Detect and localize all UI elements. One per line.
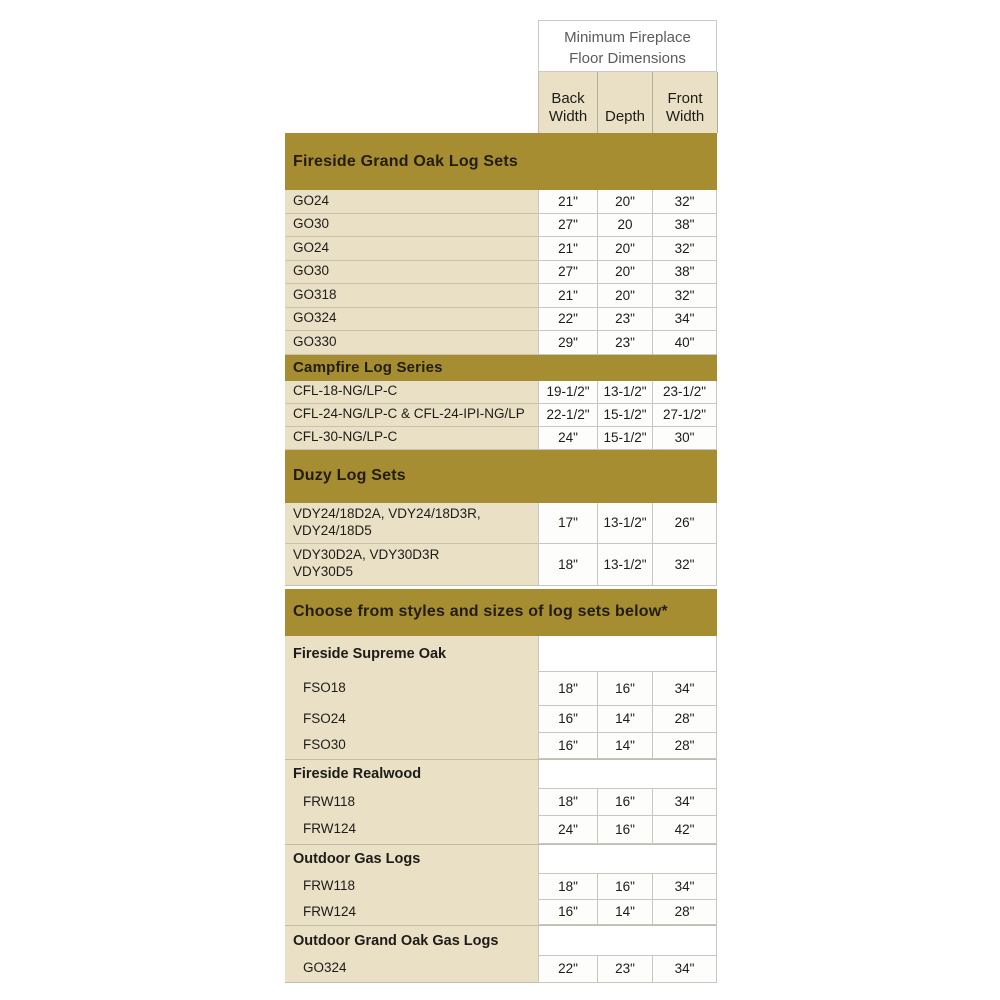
depth-value: 23" bbox=[597, 956, 652, 983]
depth-value: 13-1/2" bbox=[597, 544, 652, 586]
front-width-value: 40" bbox=[652, 331, 717, 355]
front-width-value: 30" bbox=[652, 427, 717, 450]
depth-value: 16" bbox=[597, 672, 652, 706]
back-width-value: 24" bbox=[538, 427, 597, 450]
section-band-duzy: Duzy Log Sets bbox=[285, 450, 717, 503]
back-width-value: 29" bbox=[538, 331, 597, 355]
table-row bbox=[285, 544, 717, 586]
front-width-value: 34" bbox=[652, 789, 717, 816]
table-row bbox=[285, 237, 717, 261]
back-width-value: 22" bbox=[538, 308, 597, 332]
back-width-value: 22" bbox=[538, 956, 597, 983]
back-width-value: 21" bbox=[538, 284, 597, 308]
table-row bbox=[285, 874, 717, 900]
model-label: GO324 bbox=[285, 308, 538, 332]
table-row bbox=[285, 956, 717, 983]
model-label: GO30 bbox=[285, 261, 538, 285]
depth-value: 14" bbox=[597, 706, 652, 733]
depth-value: 14" bbox=[597, 900, 652, 925]
front-width-value: 38" bbox=[652, 261, 717, 285]
depth-value: 23" bbox=[597, 331, 652, 355]
model-label bbox=[285, 544, 538, 586]
table-row bbox=[285, 381, 717, 404]
subsection-title: Fireside Realwood bbox=[285, 760, 538, 789]
front-width-value: 32" bbox=[652, 237, 717, 261]
model-label-line2: VDY24/18D5 bbox=[293, 522, 372, 538]
depth-value: 20 bbox=[597, 214, 652, 238]
model-label: CFL-30-NG/LP-C bbox=[285, 427, 538, 450]
back-width-value: 18" bbox=[538, 874, 597, 900]
subsection-header-blank bbox=[538, 926, 717, 956]
back-width-value: 27" bbox=[538, 214, 597, 238]
model-label: GO24 bbox=[285, 237, 538, 261]
table-row bbox=[285, 261, 717, 285]
model-label: FSO18 bbox=[285, 672, 538, 706]
table-row bbox=[285, 706, 717, 733]
subsection-header-blank bbox=[538, 636, 717, 672]
table-title bbox=[538, 20, 717, 72]
model-label bbox=[285, 503, 538, 545]
table-row bbox=[285, 789, 717, 816]
front-width-value: 32" bbox=[652, 190, 717, 214]
front-width-value: 28" bbox=[652, 733, 717, 759]
depth-value: 20" bbox=[597, 284, 652, 308]
column-header-depth: Depth bbox=[598, 72, 653, 133]
section-band-grand-oak: Fireside Grand Oak Log Sets bbox=[285, 133, 717, 190]
front-width-value: 38" bbox=[652, 214, 717, 238]
table-row bbox=[285, 503, 717, 545]
depth-value: 20" bbox=[597, 237, 652, 261]
section-band-campfire: Campfire Log Series bbox=[285, 355, 717, 381]
front-width-value: 27-1/2" bbox=[652, 404, 717, 427]
back-width-value: 18" bbox=[538, 672, 597, 706]
section-band-choose-styles: Choose from styles and sizes of log sets below* bbox=[285, 589, 717, 636]
front-width-value: 34" bbox=[652, 956, 717, 983]
subsection-title: Outdoor Grand Oak Gas Logs bbox=[285, 926, 538, 956]
front-width-value: 32" bbox=[652, 544, 717, 586]
back-width-value: 18" bbox=[538, 544, 597, 586]
column-header-row bbox=[538, 72, 717, 133]
table-row bbox=[285, 404, 717, 427]
back-width-value: 16" bbox=[538, 900, 597, 925]
table-row bbox=[285, 733, 717, 759]
table-row bbox=[285, 190, 717, 214]
fireplace-dimensions-table bbox=[285, 20, 717, 983]
table-row bbox=[285, 672, 717, 706]
table-row bbox=[285, 214, 717, 238]
depth-value: 16" bbox=[597, 816, 652, 844]
subsection-header bbox=[285, 759, 717, 789]
model-label: GO24 bbox=[285, 190, 538, 214]
front-width-value: 34" bbox=[652, 308, 717, 332]
back-width-value: 24" bbox=[538, 816, 597, 844]
depth-value: 16" bbox=[597, 874, 652, 900]
table-row bbox=[285, 816, 717, 844]
table-title-line1: Minimum Fireplace bbox=[564, 29, 691, 46]
table-row bbox=[285, 427, 717, 450]
subsection-header bbox=[285, 844, 717, 874]
model-label: CFL-18-NG/LP-C bbox=[285, 381, 538, 404]
model-label: FRW124 bbox=[285, 900, 538, 925]
front-width-value: 34" bbox=[652, 672, 717, 706]
depth-value: 13-1/2" bbox=[597, 381, 652, 404]
front-width-value: 28" bbox=[652, 900, 717, 925]
back-width-value: 18" bbox=[538, 789, 597, 816]
back-width-value: 22-1/2" bbox=[538, 404, 597, 427]
back-width-value: 21" bbox=[538, 237, 597, 261]
model-label: FRW118 bbox=[285, 874, 538, 900]
table-row bbox=[285, 900, 717, 925]
front-width-value: 23-1/2" bbox=[652, 381, 717, 404]
back-width-value: 16" bbox=[538, 706, 597, 733]
back-width-value: 21" bbox=[538, 190, 597, 214]
column-header-front-width: Front Width bbox=[653, 72, 718, 133]
table-row bbox=[285, 331, 717, 355]
depth-value: 20" bbox=[597, 261, 652, 285]
model-label-line1: VDY24/18D2A, VDY24/18D3R, bbox=[293, 505, 481, 521]
depth-value: 15-1/2" bbox=[597, 427, 652, 450]
model-label: FRW124 bbox=[285, 816, 538, 844]
back-width-value: 17" bbox=[538, 503, 597, 545]
model-label-line2: VDY30D5 bbox=[293, 564, 354, 580]
depth-value: 14" bbox=[597, 733, 652, 759]
model-label-line1: VDY30D2A, VDY30D3R bbox=[293, 547, 440, 563]
subsection-title: Fireside Supreme Oak bbox=[285, 636, 538, 672]
depth-value: 20" bbox=[597, 190, 652, 214]
front-width-value: 28" bbox=[652, 706, 717, 733]
back-width-value: 27" bbox=[538, 261, 597, 285]
front-width-value: 34" bbox=[652, 874, 717, 900]
subsection-title: Outdoor Gas Logs bbox=[285, 845, 538, 874]
model-label: FSO24 bbox=[285, 706, 538, 733]
front-width-value: 32" bbox=[652, 284, 717, 308]
front-width-value: 26" bbox=[652, 503, 717, 545]
model-label: GO318 bbox=[285, 284, 538, 308]
depth-value: 23" bbox=[597, 308, 652, 332]
subsection-header bbox=[285, 636, 717, 672]
back-width-value: 16" bbox=[538, 733, 597, 759]
back-width-value: 19-1/2" bbox=[538, 381, 597, 404]
table-row bbox=[285, 308, 717, 332]
model-label: CFL-24-NG/LP-C & CFL-24-IPI-NG/LP bbox=[285, 404, 538, 427]
model-label: GO324 bbox=[285, 956, 538, 983]
depth-value: 15-1/2" bbox=[597, 404, 652, 427]
subsection-header-blank bbox=[538, 760, 717, 789]
depth-value: 13-1/2" bbox=[597, 503, 652, 545]
column-header-back-width: Back Width bbox=[539, 72, 598, 133]
depth-value: 16" bbox=[597, 789, 652, 816]
model-label: GO30 bbox=[285, 214, 538, 238]
subsection-header bbox=[285, 925, 717, 956]
model-label: FRW118 bbox=[285, 789, 538, 816]
table-title-line2: Floor Dimensions bbox=[569, 50, 686, 67]
table-row bbox=[285, 284, 717, 308]
model-label: GO330 bbox=[285, 331, 538, 355]
model-label: FSO30 bbox=[285, 733, 538, 759]
front-width-value: 42" bbox=[652, 816, 717, 844]
subsection-header-blank bbox=[538, 845, 717, 874]
